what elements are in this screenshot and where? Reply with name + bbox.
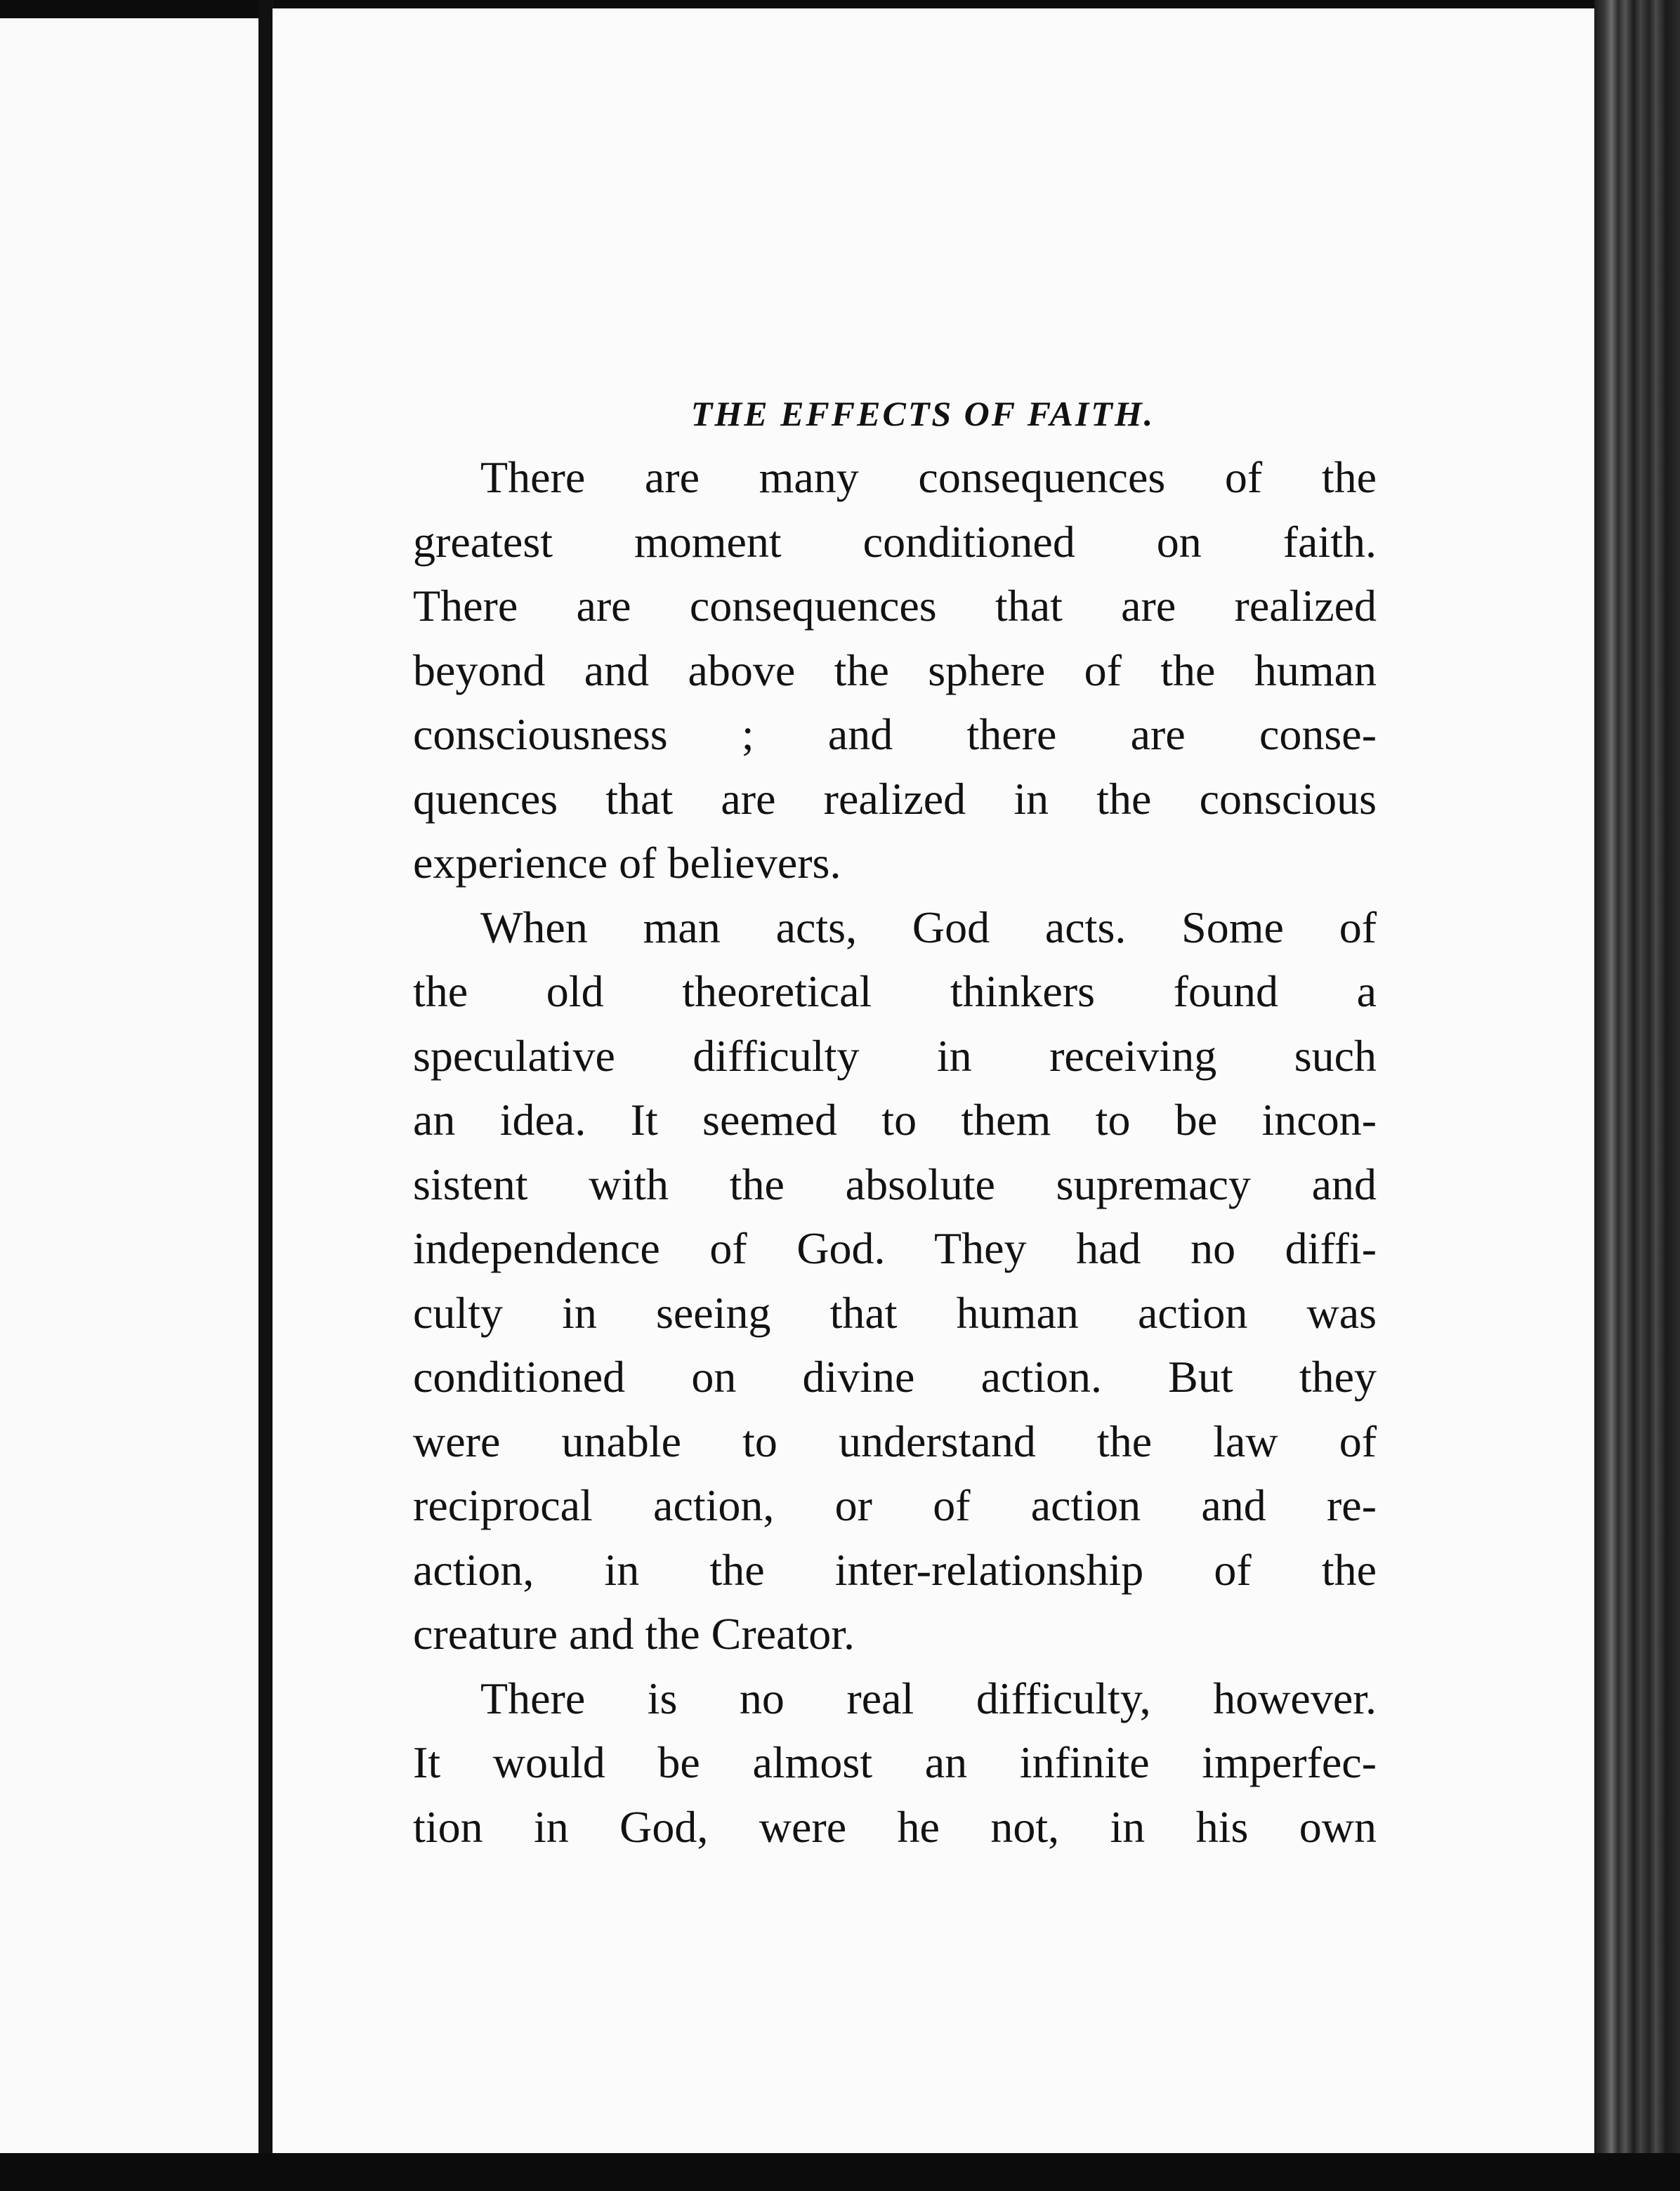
page-edges: [1594, 0, 1680, 2191]
text-line: independence of God. They had no diffi-: [413, 1223, 1377, 1273]
text-line: the old theoretical thinkers found a: [413, 966, 1377, 1016]
text-line: reciprocal action, or of action and re-: [413, 1480, 1377, 1530]
text-line: greatest moment conditioned on faith.: [413, 516, 1377, 567]
text-line: consciousness ; and there are conse-: [413, 709, 1377, 759]
text-line: an idea. It seemed to them to be incon-: [413, 1095, 1377, 1145]
text-line: quences that are realized in the conscious: [413, 773, 1377, 824]
text-line: creature and the Creator.: [413, 1609, 855, 1659]
section-heading: THE EFFECTS OF FAITH.: [690, 394, 1155, 433]
paragraph: [413, 445, 1377, 895]
book-gutter: [258, 0, 274, 2191]
text-line: were unable to understand the law of: [413, 1416, 1377, 1466]
text-line: culty in seeing that human action was: [413, 1287, 1377, 1338]
page-text-block: [413, 388, 1377, 1859]
paragraph: [413, 895, 1377, 1666]
text-line: When man acts, God acts. Some of: [480, 902, 1377, 952]
text-line: There are consequences that are realized: [413, 581, 1377, 631]
text-line: sistent with the absolute supremacy and: [413, 1159, 1377, 1209]
text-line: beyond and above the sphere of the human: [413, 645, 1377, 695]
text-line: tion in God, were he not, in his own: [413, 1801, 1377, 1852]
text-line: speculative difficulty in receiving such: [413, 1030, 1377, 1081]
bottom-border: [0, 2153, 1680, 2191]
left-page: [0, 18, 258, 2153]
text-line: There is no real difficulty, however.: [480, 1673, 1377, 1723]
paragraph: [413, 1666, 1377, 1860]
text-line: action, in the inter-relationship of the: [413, 1544, 1377, 1595]
text-line: conditioned on divine action. But they: [413, 1352, 1377, 1402]
body-paragraphs: [413, 445, 1377, 1859]
main-page: [273, 8, 1594, 2153]
text-line: experience of believers.: [413, 838, 841, 888]
text-line: It would be almost an infinite imperfec-: [413, 1737, 1377, 1787]
text-line: There are many consequences of the: [480, 452, 1377, 502]
